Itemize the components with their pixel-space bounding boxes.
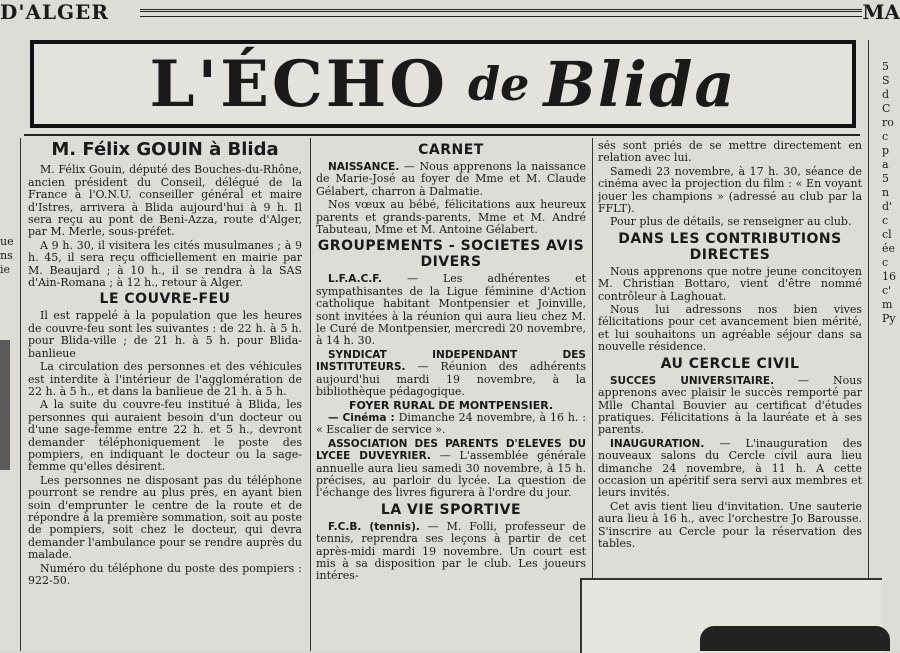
adjacent-column-right: 5 S d C ro c p a 5 n d' c cl ée c 16 c' m Py [882,60,896,325]
paragraph: L.F.A.C.F. — Les adhérentes et sympathisantes de la Ligue féminine d'Action catholique habitant Montpensier et Joinville, sont invitées à la réunion qui aura lieu chez M. le Curé de Montpensier, mercredi 20 novembre, à 14 h. 30. [316,272,586,348]
heading-couvre-feu: LE COUVRE-FEU [99,291,231,308]
banner-blida: Blida [543,47,737,121]
heading-vie-sportive: LA VIE SPORTIVE [380,501,522,518]
subheading-foyer: FOYER RURAL DE MONTPENSIER. [348,398,554,412]
paragraph: Nous apprenons que notre jeune concitoyen M. Christian Bottaro, vient d'être nommé contrôleur à Laghouat. [598,264,862,303]
banner-rule [24,134,860,136]
paragraph: Les personnes ne disposant pas du téléphone pourront se rendre au plus près, en ayant bien soin d'emprunter le centre de la route et de répondre à la première sommation, soit au poste de pompiers, soit chez le docteur, qui devra demander l'ambulance pour se rendre auprès du malade. [28,473,302,562]
column-rule [592,138,593,651]
paragraph: ASSOCIATION DES PARENTS D'ELEVES DU LYCEE DUVEYRIER. — L'assemblée générale annuelle aura lieu samedi 30 novembre, à 15 h. précises, au parloir du lycée. La question de l'échange des livres figurera à l'ordre du jour. [316,437,586,500]
heading-cercle-civil: AU CERCLE CIVIL [660,355,800,372]
paragraph: A 9 h. 30, il visitera les cités musulmanes ; à 9 h. 45, il sera reçu officiellement en mairie par M. Beaujard ; à 10 h., il se rendra à la SAS d'Ain-Romana ; à 12 h., retour à Alger. [28,238,302,290]
article-title-gouin: M. Félix GOUIN à Blida [51,140,279,160]
paragraph: INAUGURATION. — L'inauguration des nouveaux salons du Cercle civil aura lieu dimanche 24 novembre, à 11 h. A cette occasion un apéritif sera servi aux membres et leurs invités. [598,436,862,500]
heading-carnet: CARNET [418,142,484,158]
paragraph: Nos vœux au bébé, félicitations aux heureux parents et grands-parents, Mme et M. André Tabuteau, Mme et M. Antoine Gélabert. [316,198,586,237]
column-rule [310,138,311,651]
column-rule [20,138,21,651]
paragraph: Nous lui adressons nos bien vives félicitations pour cet avancement bien mérité, et lui souhaitons un agréable séjour dans sa nouvelle résidence. [598,303,862,354]
paragraph: — Cinéma : Dimanche 24 novembre, à 16 h. : « Escalier de service ». [316,410,586,437]
paragraph: M. Félix Gouin, député des Bouches-du-Rhône, ancien président du Conseil, délégué de la France à l'O.N.U. conseiller général et maire d'Istres, arrivera à Blida aujourd'hui à 9 h. Il sera reçu au pont de Beni-Azza, route d'Alger, par M. Merle, sous-préfet. [28,163,302,239]
article-column-1 [28,140,302,651]
adjacent-column-left: ue ns ie [0,235,14,276]
paragraph: Il est rappelé à la population que les heures de couvre-feu sont les suivantes : de 22 h. à 5 h. pour Blida-ville ; de 21 h. à 5 h. pour Blida-banlieue [28,309,302,360]
heading-contributions: DANS LES CONTRIBUTIONS DIRECTES [618,230,842,263]
paragraph: SYNDICAT INDEPENDANT DES INSTITUTEURS. — Réunion des adhérents aujourd'hui mardi 19 novembre, à la bibliothèque pédagogique. [316,348,586,399]
paragraph: La circulation des personnes et des véhicules est interdite à l'intérieur de l'agglomération de 22 h. à 5 h., et dans la banlieue de 21 h. à 5 h. [28,360,302,398]
paragraph: Pour plus de détails, se renseigner au club. [610,215,852,229]
paragraph: A la suite du couvre-feu institué à Blida, les personnes qui auraient besoin d'un docteur ou d'une sage-femme entre 22 h. et 5 h., devront demander téléphoniquement le poste des pompiers, en indiquant le docteur ou la sage-femme qu'elles désirent. [28,398,302,474]
article-column-3 [598,140,862,570]
paragraph: sés sont priés de se mettre directement en relation avec lui. [598,140,862,165]
paragraph: NAISSANCE. — Nous apprenons la naissance de Marie-José au foyer de Mme et M. Claude Gélabert, charron à Dalmatie. [316,160,586,198]
paragraph: SUCCES UNIVERSITAIRE. — Nous apprenons avec plaisir le succès remporté par Mlle Chantal Bouvier au certificat d'études pratiques. Félicitations à la lauréate et à ses parents. [598,373,862,437]
masthead-left: D'ALGER [0,0,109,24]
paragraph: Cet avis tient lieu d'invitation. Une sauterie aura lieu à 16 h., avec l'orchestre Jo Barousse. S'inscrire au Cercle pour la réservation des tables. [598,499,862,550]
column-rule [868,40,869,651]
paragraph: Samedi 23 novembre, à 17 h. 30, séance de cinéma avec la projection du film : « En voyant jouer les champions » (adressé au club par la FFLT). [598,164,862,216]
adjacent-illustration-fragment [700,626,890,651]
banner-de: de [468,57,530,111]
paragraph: F.C.B. (tennis). — M. Folli, professeur de tennis, reprendra ses leçons à partir de cet après-midi mardi 19 novembre. Un court est mis à sa disposition par le club. Les joueurs intéres- [316,519,586,583]
masthead-right: MA [862,0,900,24]
adjacent-photo-fragment [0,340,10,470]
masthead-rule [140,9,862,17]
heading-groupements: GROUPEMENTS - SOCIETES AVIS DIVERS [317,238,585,271]
paragraph: Numéro du téléphone du poste des pompiers : 922-50. [28,561,302,587]
banner-echo: L'ÉCHO [149,46,449,122]
article-column-2 [316,140,586,651]
section-banner [30,40,856,128]
